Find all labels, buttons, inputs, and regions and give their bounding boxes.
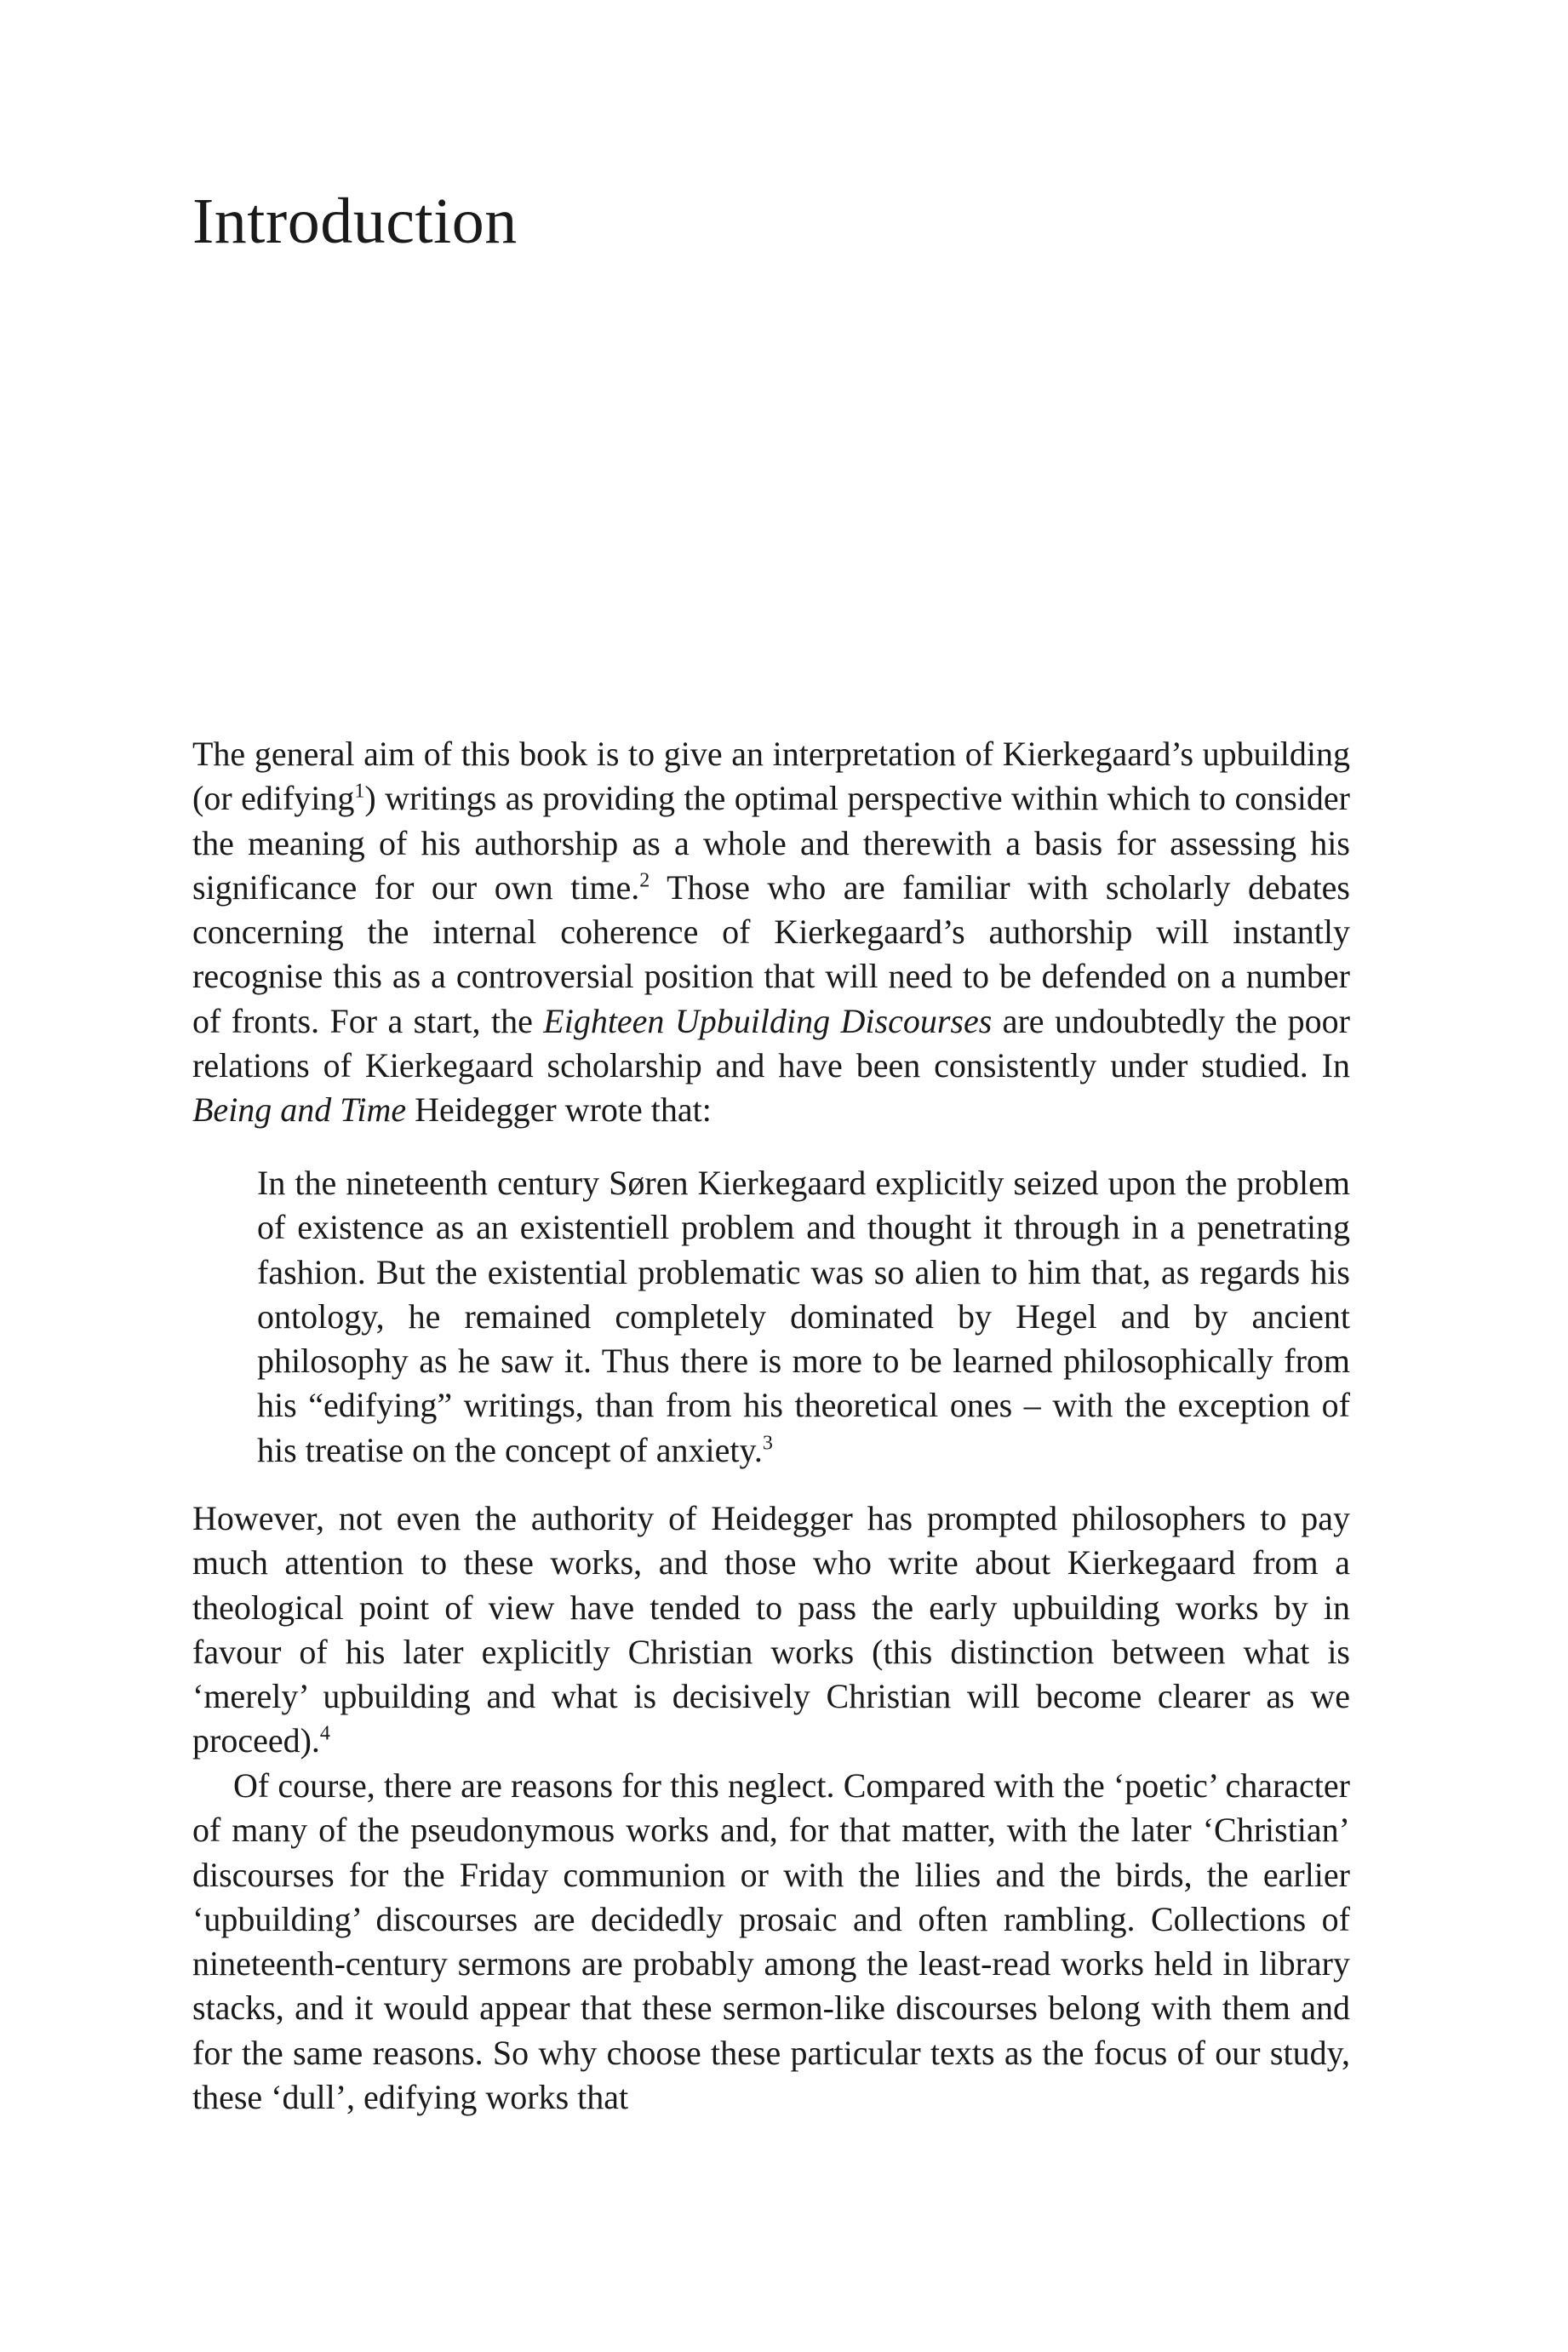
text-run: are undoubtedly the poor relations of Kierkegaard scholarship and have been consistently under studied. In — [192, 1001, 1351, 1085]
footnote-marker-4: 4 — [319, 1723, 330, 1746]
footnote-marker-2: 2 — [639, 869, 650, 892]
book-title-being-and-time: Being and Time — [192, 1090, 407, 1130]
quote-text: In the nineteenth century Søren Kierkegaard explicitly seized upon the problem of existence as an existentiell problem and thought it through in a penetrating fashion. But the existential problematic was so alien to him that, as regards his ontology, he remained completely dominated by Hegel and by ancient philosophy as he saw it. Thus there is more to be learned philosophically from his “edifying” writings, than from his theoretical ones – with the exception of his treatise on the concept of anxiety. — [257, 1164, 1350, 1469]
book-title-eighteen-upbuilding-discourses: Eighteen Upbuilding Discourses — [543, 1001, 993, 1040]
chapter-title: Introduction — [192, 186, 518, 257]
paragraph-reasons-for-neglect: Of course, there are reasons for this neglect. Compared with the ‘poetic’ character of many of the pseudonymous works and, for that matter, with the later ‘Christian’ discourses for the Friday communion or with the lilies and the birds, the earlier ‘upbuilding’ discourses are decidedly prosaic and often rambling. Collections of nineteenth-century sermons are probably among the least-read works held in library stacks, and it would appear that these sermon-like discourses belong with them and for the same reasons. So why choose these particular texts as the focus of our study, these ‘dull’, edifying works that — [192, 1766, 1350, 2117]
footnote-marker-3: 3 — [762, 1432, 773, 1455]
text-run: Heidegger wrote that: — [406, 1090, 712, 1130]
text-run: However, not even the authority of Heidegger has prompted philosophers to pay much attention to these works, and those who write about Kierkegaard from a theological point of view have tended to pass the early upbuilding works by in favour of his later explicitly Christian works (this distinction between what is ‘merely’ upbuilding and what is decisively Christian will become clearer as we proceed). — [192, 1499, 1350, 1760]
text-run: ) writings as providing the optimal perspective within which to consider the meaning of his authorship as a whole and therewith a basis for assessing his significance for our own time. — [192, 779, 1350, 907]
text-run: The general aim of this book is to give an interpretation of Kierkegaard’s upbuilding (or edifying — [192, 735, 1350, 818]
footnote-marker-1: 1 — [354, 780, 365, 803]
paragraph-neglect-by-philosophers — [192, 1496, 1350, 1764]
text-run: Those who are familiar with scholarly debates concerning the internal coherence of Kierkegaard’s authorship will instantly recognise this as a controversial position that will need to be defended on a number of fronts. For a start, the — [192, 867, 1350, 1040]
heidegger-block-quote — [257, 1161, 1350, 1473]
paragraph-intro-aim — [192, 732, 1350, 1133]
